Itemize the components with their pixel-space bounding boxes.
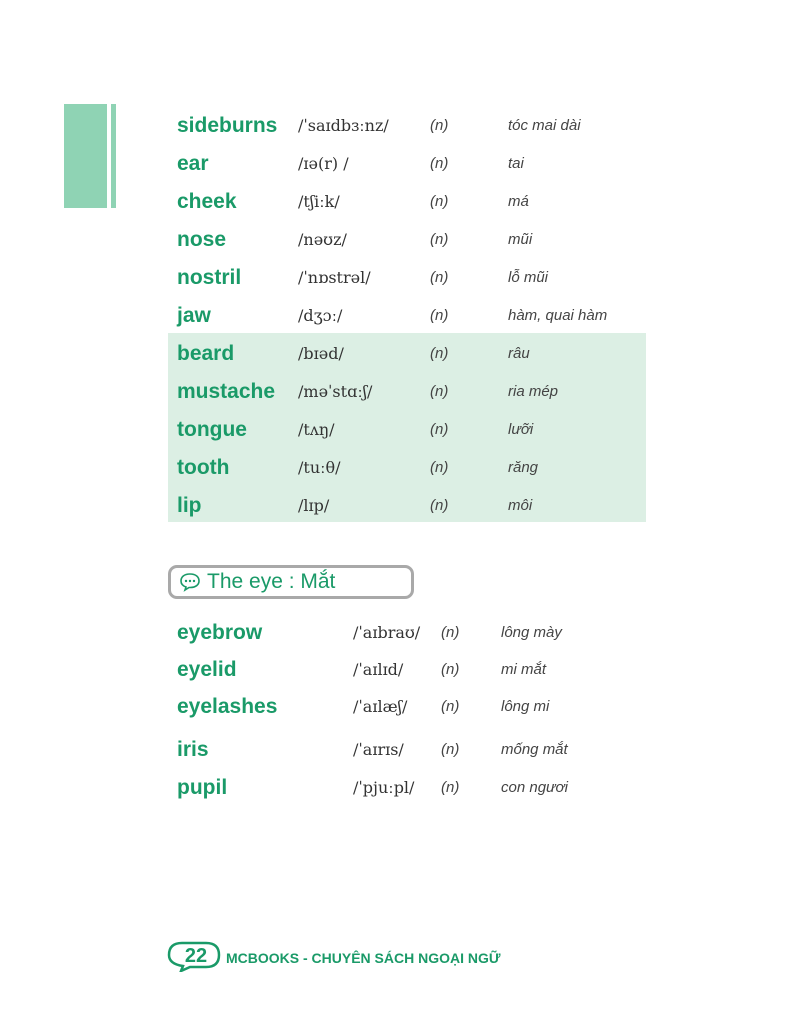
vocab-pos: (n) — [430, 497, 449, 514]
vocab-meaning: môi — [508, 497, 533, 514]
vocab-ipa: /nəʊz/ — [298, 230, 347, 249]
vocab-ipa: /ˈaɪbraʊ/ — [353, 623, 421, 642]
publisher-name: MCBOOKS - CHUYÊN SÁCH NGOẠI NGỮ — [226, 950, 501, 966]
vocab-word: eyelid — [177, 658, 237, 681]
vocab-meaning: ria mép — [508, 383, 559, 400]
vocab-meaning: con ngươi — [501, 779, 568, 796]
vocab-word: pupil — [177, 776, 228, 799]
vocab-meaning: râu — [508, 345, 530, 362]
vocab-pos: (n) — [430, 421, 449, 438]
vocab-pos: (n) — [430, 269, 449, 286]
vocab-word: cheek — [177, 190, 237, 213]
vocab-meaning: hàm, quai hàm — [508, 307, 608, 324]
vocab-word: ear — [177, 152, 209, 175]
vocab-pos: (n) — [430, 345, 449, 362]
vocab-pos: (n) — [441, 661, 460, 678]
vocab-word: beard — [177, 342, 235, 365]
vocab-ipa: /ˈaɪlɪd/ — [353, 660, 404, 679]
vocab-ipa: /ˈpjuːpl/ — [353, 778, 415, 797]
vocab-meaning: mi mắt — [501, 661, 546, 678]
page-number: 22 — [184, 945, 208, 967]
vocab-word: nostril — [177, 266, 242, 289]
speech-bubble-icon — [179, 572, 201, 592]
vocab-ipa: /ˈsaɪdbɜːnz/ — [298, 116, 389, 135]
vocab-word: nose — [177, 228, 227, 251]
vocab-word: jaw — [177, 304, 211, 327]
chapter-side-tab — [64, 104, 107, 208]
vocab-pos: (n) — [430, 231, 449, 248]
vocab-ipa: /ˈaɪlæʃ/ — [353, 697, 408, 716]
vocab-pos: (n) — [441, 698, 460, 715]
vocab-pos: (n) — [430, 193, 449, 210]
vocab-meaning: lưỡi — [508, 421, 534, 438]
vocab-ipa: /tʌŋ/ — [298, 420, 335, 439]
vocab-ipa: /tuːθ/ — [298, 458, 341, 477]
vocab-word: iris — [177, 738, 209, 761]
vocab-meaning: mống mắt — [501, 741, 568, 758]
vocab-ipa: /məˈstɑːʃ/ — [298, 382, 373, 401]
section-title: The eye : Mắt — [207, 570, 336, 593]
vocab-word: lip — [177, 494, 202, 517]
vocab-pos: (n) — [441, 741, 460, 758]
vocab-ipa: /bɪəd/ — [298, 344, 344, 363]
vocab-pos: (n) — [430, 117, 449, 134]
vocab-ipa: /ɪə(r) / — [298, 154, 349, 173]
vocab-pos: (n) — [430, 307, 449, 324]
vocab-meaning: lông mày — [501, 624, 562, 641]
vocab-meaning: má — [508, 193, 529, 210]
chapter-side-line — [111, 104, 116, 208]
vocab-meaning: lông mi — [501, 698, 550, 715]
vocab-word: eyebrow — [177, 621, 263, 644]
vocab-meaning: tai — [508, 155, 524, 172]
vocab-word: tongue — [177, 418, 247, 441]
vocab-meaning: lỗ mũi — [508, 269, 549, 286]
vocab-pos: (n) — [430, 383, 449, 400]
vocab-meaning: tóc mai dài — [508, 117, 581, 134]
vocab-ipa: /lɪp/ — [298, 496, 330, 515]
vocab-meaning: mũi — [508, 231, 533, 248]
vocab-pos: (n) — [441, 779, 460, 796]
vocab-meaning: răng — [508, 459, 539, 476]
vocab-ipa: /ˈaɪrɪs/ — [353, 740, 404, 759]
vocab-pos: (n) — [430, 459, 449, 476]
vocab-pos: (n) — [430, 155, 449, 172]
vocab-ipa: /tʃiːk/ — [298, 192, 340, 211]
vocab-ipa: /ˈnɒstrəl/ — [298, 268, 371, 287]
vocab-word: tooth — [177, 456, 230, 479]
section-heading-eye — [168, 565, 414, 599]
vocab-pos: (n) — [441, 624, 460, 641]
vocab-ipa: /dʒɔː/ — [298, 306, 343, 325]
vocab-word: sideburns — [177, 114, 278, 137]
vocab-word: eyelashes — [177, 695, 278, 718]
vocab-word: mustache — [177, 380, 276, 403]
